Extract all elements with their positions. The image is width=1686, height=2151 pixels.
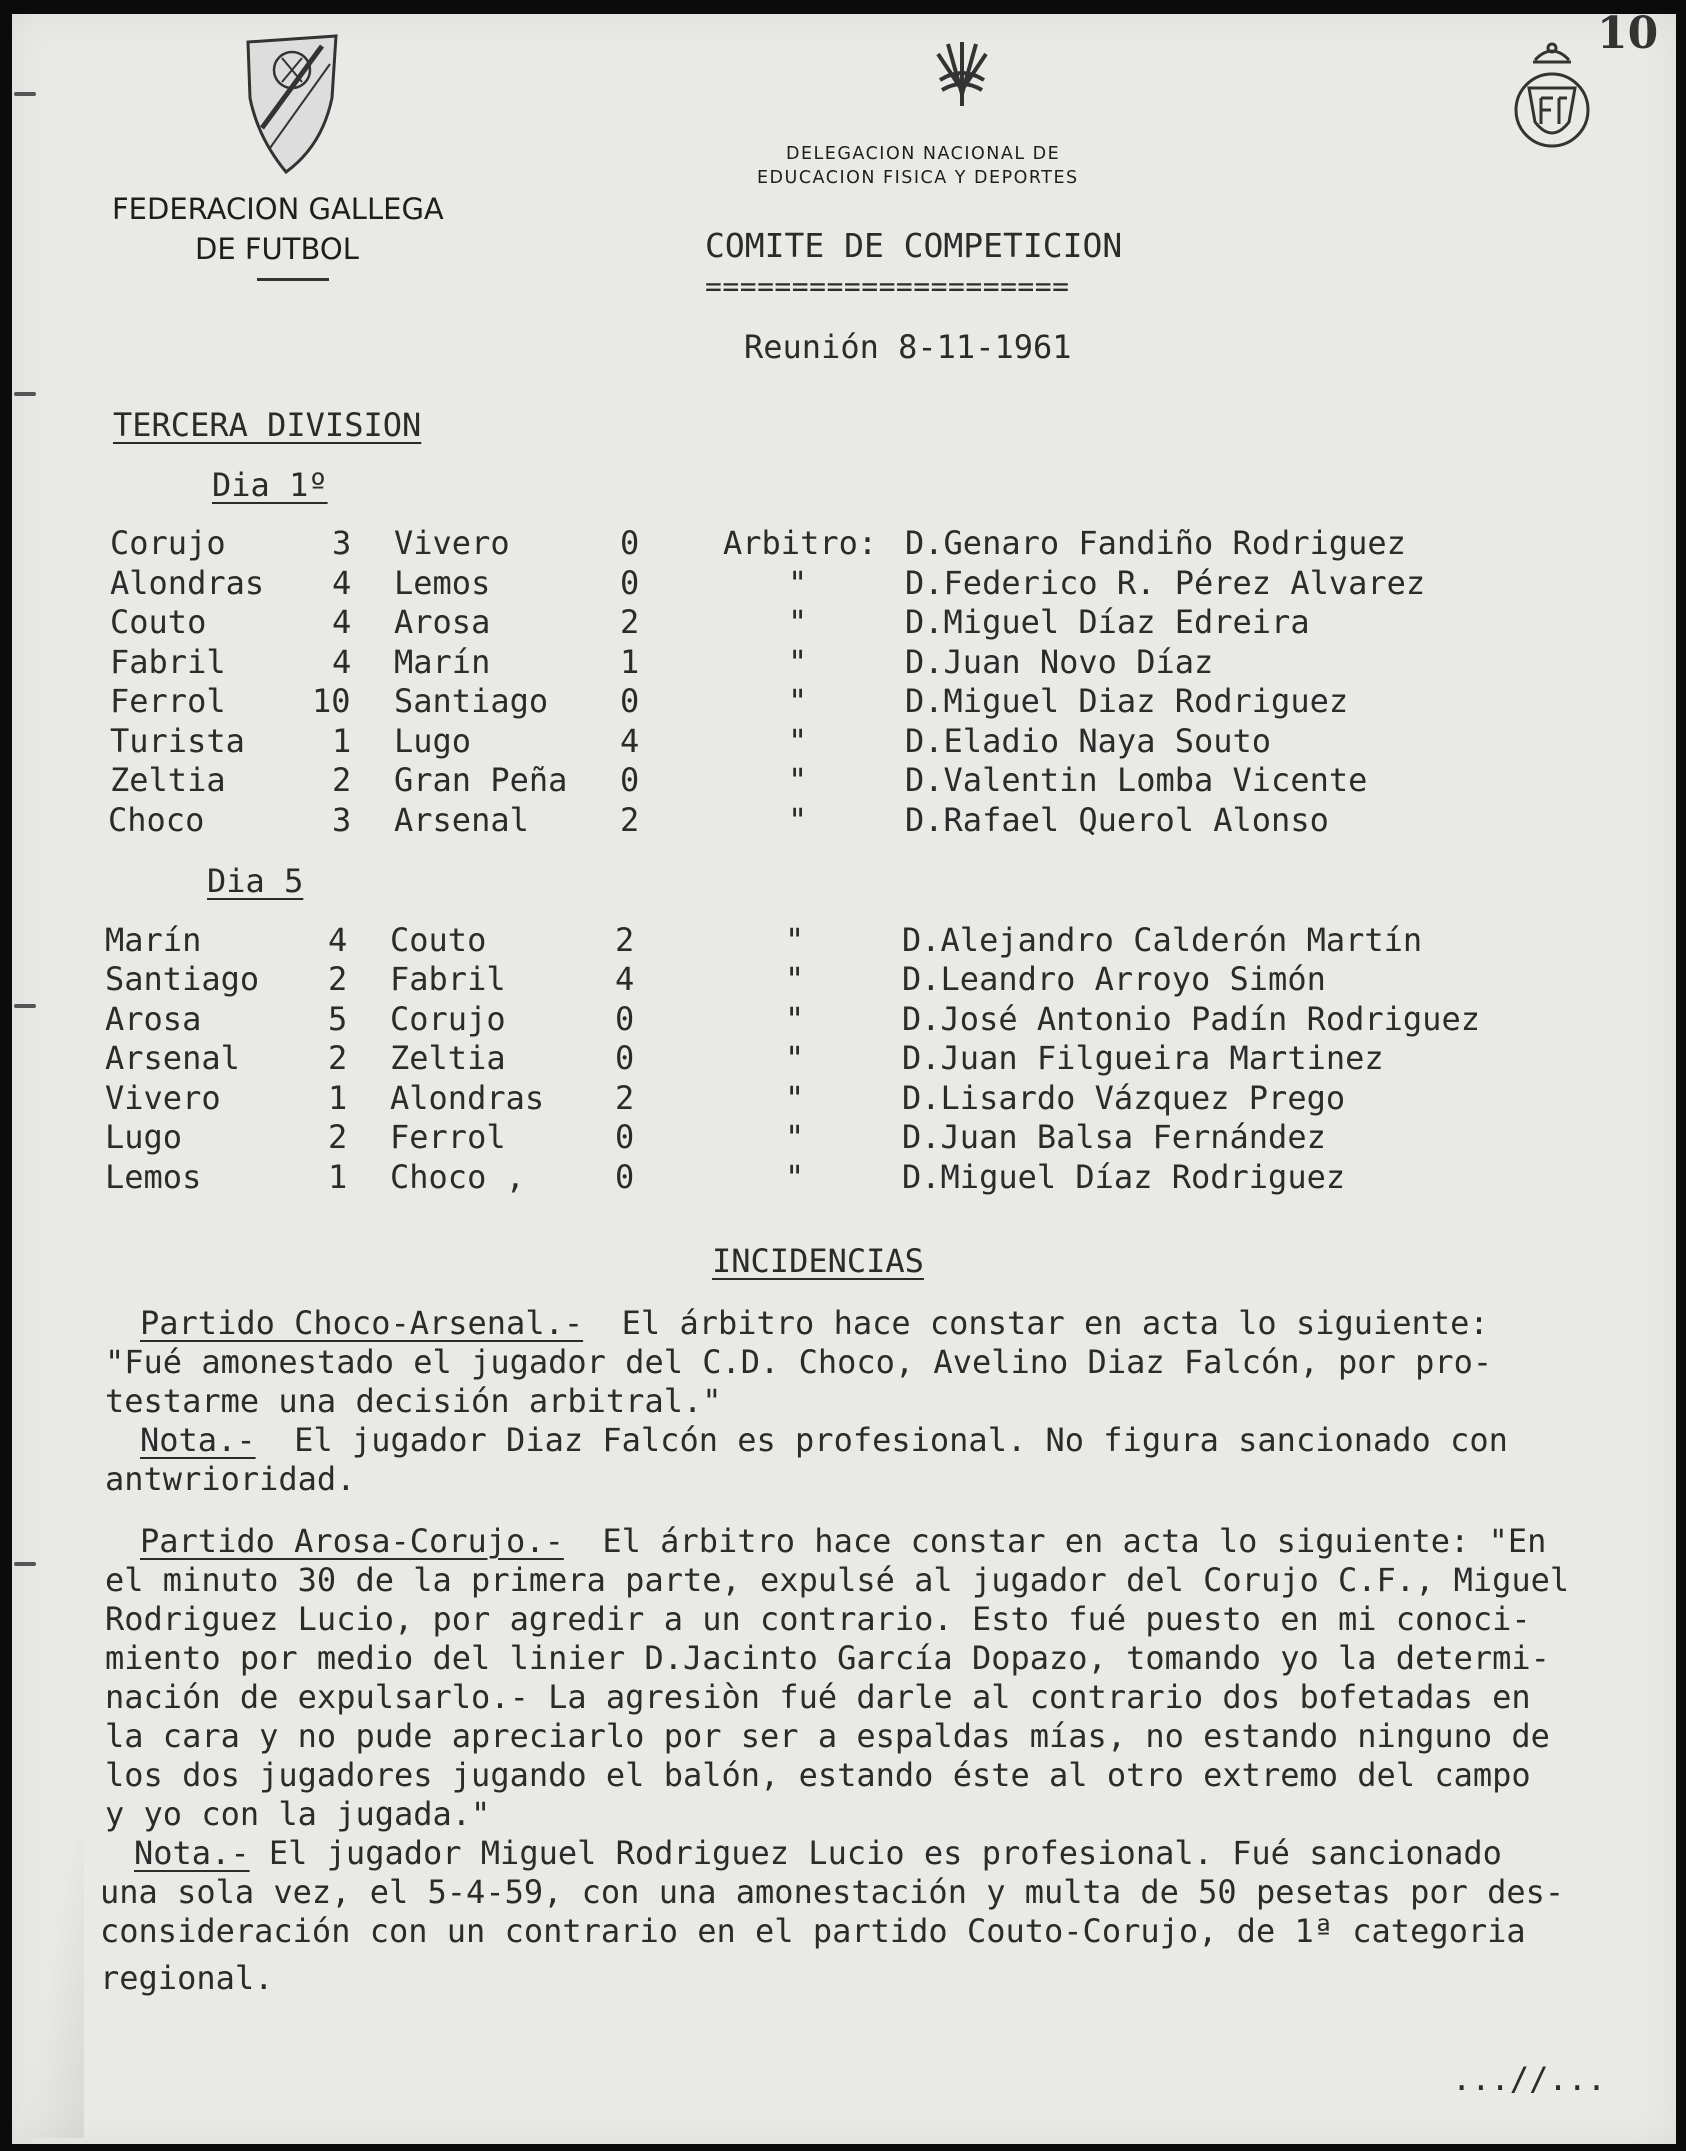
national-delegation-line1: DELEGACION NACIONAL DE xyxy=(786,144,1061,164)
incident-2-note-line: una sola vez, el 5-4-59, con una amonestación y multa de 50 pesetas por des- xyxy=(100,1873,1565,1911)
incident-2-text-line: los dos jugadores jugando el balón, estando éste al otro extremo del campo xyxy=(105,1756,1531,1794)
title-rule: ===================== xyxy=(705,270,1070,303)
referee-name: D.Rafael Querol Alonso xyxy=(905,801,1329,839)
away-team: Vivero xyxy=(394,524,510,562)
document-title: COMITE DE COMPETICION xyxy=(705,226,1123,265)
yoke-arrows-emblem xyxy=(922,32,1002,112)
incident-1-intro: El árbitro hace constar en acta lo siguiente: xyxy=(583,1304,1489,1342)
incident-2-text-line: Rodriguez Lucio, por agredir a un contrario. Esto fué puesto en mi conoci- xyxy=(105,1600,1531,1638)
incident-2-note xyxy=(134,1834,1502,1872)
home-score: 1 xyxy=(328,1158,348,1196)
federation-shield-logo xyxy=(242,28,342,178)
incident-1-line3: testarme una decisión arbitral." xyxy=(105,1382,722,1420)
note-text: El jugador Diaz Falcón es profesional. No figura sancionado con xyxy=(255,1421,1508,1459)
away-score: 0 xyxy=(620,524,640,562)
page-number: 10 xyxy=(1597,8,1659,59)
home-score: 3 xyxy=(332,801,352,839)
away-score: 0 xyxy=(620,761,640,799)
home-team: Alondras xyxy=(110,564,265,602)
ditto-mark: " xyxy=(788,682,808,720)
referee-name: D.Valentin Lomba Vicente xyxy=(905,761,1368,799)
away-score: 2 xyxy=(615,921,635,959)
away-score: 0 xyxy=(620,564,640,602)
incident-2-title: Partido Arosa-Corujo.- xyxy=(140,1522,564,1560)
home-team: Arsenal xyxy=(105,1039,240,1077)
national-delegation-line2: EDUCACION FISICA Y DEPORTES xyxy=(757,168,1079,188)
home-score: 4 xyxy=(332,564,352,602)
away-score: 0 xyxy=(615,1039,635,1077)
binding-mark xyxy=(14,1004,36,1008)
away-team: Ferrol xyxy=(390,1118,506,1156)
home-score: 2 xyxy=(328,1039,348,1077)
note-text: El jugador Miguel Rodriguez Lucio es profesional. Fué sancionado xyxy=(249,1834,1502,1872)
incident-2-text-line: miento por medio del linier D.Jacinto García Dopazo, tomando yo la determi- xyxy=(105,1639,1550,1677)
home-score: 2 xyxy=(332,761,352,799)
referee-name: D.Alejandro Calderón Martín xyxy=(902,921,1423,959)
round-heading: Dia 1º xyxy=(212,466,328,504)
home-score: 4 xyxy=(332,643,352,681)
ditto-mark: " xyxy=(785,1118,805,1156)
home-team: Fabril xyxy=(110,643,226,681)
home-team: Turista xyxy=(110,722,245,760)
incident-2-text-line: nación de expulsarlo.- La agresiòn fué darle al contrario dos bofetadas en xyxy=(105,1678,1531,1716)
spanish-federation-crest xyxy=(1507,38,1597,158)
away-team: Arsenal xyxy=(394,801,529,839)
home-team: Vivero xyxy=(105,1079,221,1117)
incident-2-intro: El árbitro hace constar en acta lo siguiente: "En xyxy=(563,1522,1547,1560)
federation-name-line1: FEDERACION GALLEGA xyxy=(112,192,444,226)
away-team: Arosa xyxy=(394,603,491,641)
ditto-mark: " xyxy=(785,960,805,998)
home-score: 4 xyxy=(328,921,348,959)
away-team: Lemos xyxy=(394,564,491,602)
away-team: Couto xyxy=(390,921,487,959)
incident-2-note-line: consideración con un contrario en el partido Couto-Corujo, de 1ª categoria xyxy=(100,1912,1526,1950)
division-heading: TERCERA DIVISION xyxy=(113,406,422,444)
round-heading: Dia 5 xyxy=(207,862,304,900)
incident-1-note xyxy=(140,1421,1508,1459)
home-team: Ferrol xyxy=(110,682,226,720)
incident-2-note-line: regional. xyxy=(100,1959,274,1997)
ditto-mark: " xyxy=(785,1079,805,1117)
away-score: 2 xyxy=(620,603,640,641)
incident-1-line2: "Fué amonestado el jugador del C.D. Choco, Avelino Diaz Falcón, por pro- xyxy=(105,1343,1493,1381)
incident-1-title: Partido Choco-Arsenal.- xyxy=(140,1304,584,1342)
header-divider xyxy=(257,278,329,281)
away-team: Fabril xyxy=(390,960,506,998)
away-score: 2 xyxy=(615,1079,635,1117)
home-team: Lemos xyxy=(105,1158,202,1196)
away-team: Gran Peña xyxy=(394,761,568,799)
away-score: 0 xyxy=(620,682,640,720)
referee-name: D.Miguel Diaz Rodriguez xyxy=(905,682,1349,720)
home-score: 2 xyxy=(328,960,348,998)
note-label: Nota.- xyxy=(134,1834,250,1872)
note-label: Nota.- xyxy=(140,1421,256,1459)
incident-1-note-line2: antwrioridad. xyxy=(105,1460,356,1498)
home-team: Santiago xyxy=(105,960,260,998)
home-score: 3 xyxy=(332,524,352,562)
away-team: Zeltia xyxy=(390,1039,506,1077)
home-team: Choco xyxy=(108,801,205,839)
ditto-mark: " xyxy=(785,1039,805,1077)
incident-2-text-line: la cara y no pude apreciarlo por ser a espaldas mías, no estando ninguno de xyxy=(105,1717,1550,1755)
ditto-mark: " xyxy=(788,722,808,760)
home-team: Corujo xyxy=(110,524,226,562)
ditto-mark: " xyxy=(788,643,808,681)
referee-name: D.Juan Balsa Fernández xyxy=(902,1118,1326,1156)
away-score: 0 xyxy=(615,1158,635,1196)
referee-name: D.Lisardo Vázquez Prego xyxy=(902,1079,1346,1117)
incident-2-text-line: y yo con la jugada." xyxy=(105,1795,491,1833)
referee-name: D.Miguel Díaz Rodriguez xyxy=(902,1158,1346,1196)
ditto-mark: " xyxy=(785,1158,805,1196)
incident-1-line1 xyxy=(140,1304,1489,1342)
incident-2-text-line: el minuto 30 de la primera parte, expulsé al jugador del Corujo C.F., Miguel xyxy=(105,1561,1570,1599)
binding-mark xyxy=(14,392,36,396)
binding-mark xyxy=(14,1562,36,1566)
away-team: Lugo xyxy=(394,722,472,760)
home-score: 4 xyxy=(332,603,352,641)
incidents-heading: INCIDENCIAS xyxy=(712,1242,924,1280)
referee-name: D.Eladio Naya Souto xyxy=(905,722,1272,760)
referee-name: D.Miguel Díaz Edreira xyxy=(905,603,1310,641)
away-team: Corujo xyxy=(390,1000,506,1038)
torn-edge xyxy=(24,1838,84,2138)
away-score: 2 xyxy=(620,801,640,839)
incident-2-line1 xyxy=(140,1522,1546,1560)
continuation-mark: ...//... xyxy=(1452,2060,1607,2098)
away-team: Santiago xyxy=(394,682,549,720)
away-score: 0 xyxy=(615,1118,635,1156)
away-score: 0 xyxy=(615,1000,635,1038)
away-team: Choco , xyxy=(390,1158,525,1196)
referee-name: D.José Antonio Padín Rodriguez xyxy=(902,1000,1480,1038)
ditto-mark: " xyxy=(788,603,808,641)
away-score: 4 xyxy=(615,960,635,998)
home-team: Marín xyxy=(105,921,202,959)
away-team: Alondras xyxy=(390,1079,545,1117)
home-score: 2 xyxy=(328,1118,348,1156)
home-team: Arosa xyxy=(105,1000,202,1038)
home-score: 1 xyxy=(332,722,352,760)
home-score: 1 xyxy=(328,1079,348,1117)
ditto-mark: " xyxy=(785,1000,805,1038)
referee-name: D.Juan Novo Díaz xyxy=(905,643,1214,681)
home-team: Zeltia xyxy=(110,761,226,799)
federation-name-line2: DE FUTBOL xyxy=(195,232,359,266)
ditto-mark: " xyxy=(788,564,808,602)
referee-label: Arbitro: xyxy=(723,524,878,562)
home-team: Lugo xyxy=(105,1118,183,1156)
referee-name: D.Genaro Fandiño Rodriguez xyxy=(905,524,1406,562)
away-team: Marín xyxy=(394,643,491,681)
document-page xyxy=(12,8,1676,2144)
ditto-mark: " xyxy=(785,921,805,959)
away-score: 4 xyxy=(620,722,640,760)
ditto-mark: " xyxy=(788,801,808,839)
home-team: Couto xyxy=(110,603,207,641)
home-score: 10 xyxy=(312,682,351,720)
binding-mark xyxy=(14,92,36,96)
home-score: 5 xyxy=(328,1000,348,1038)
referee-name: D.Leandro Arroyo Simón xyxy=(902,960,1326,998)
referee-name: D.Federico R. Pérez Alvarez xyxy=(905,564,1426,602)
away-score: 1 xyxy=(620,643,640,681)
meeting-date: Reunión 8-11-1961 xyxy=(744,328,1072,366)
ditto-mark: " xyxy=(788,761,808,799)
referee-name: D.Juan Filgueira Martinez xyxy=(902,1039,1384,1077)
